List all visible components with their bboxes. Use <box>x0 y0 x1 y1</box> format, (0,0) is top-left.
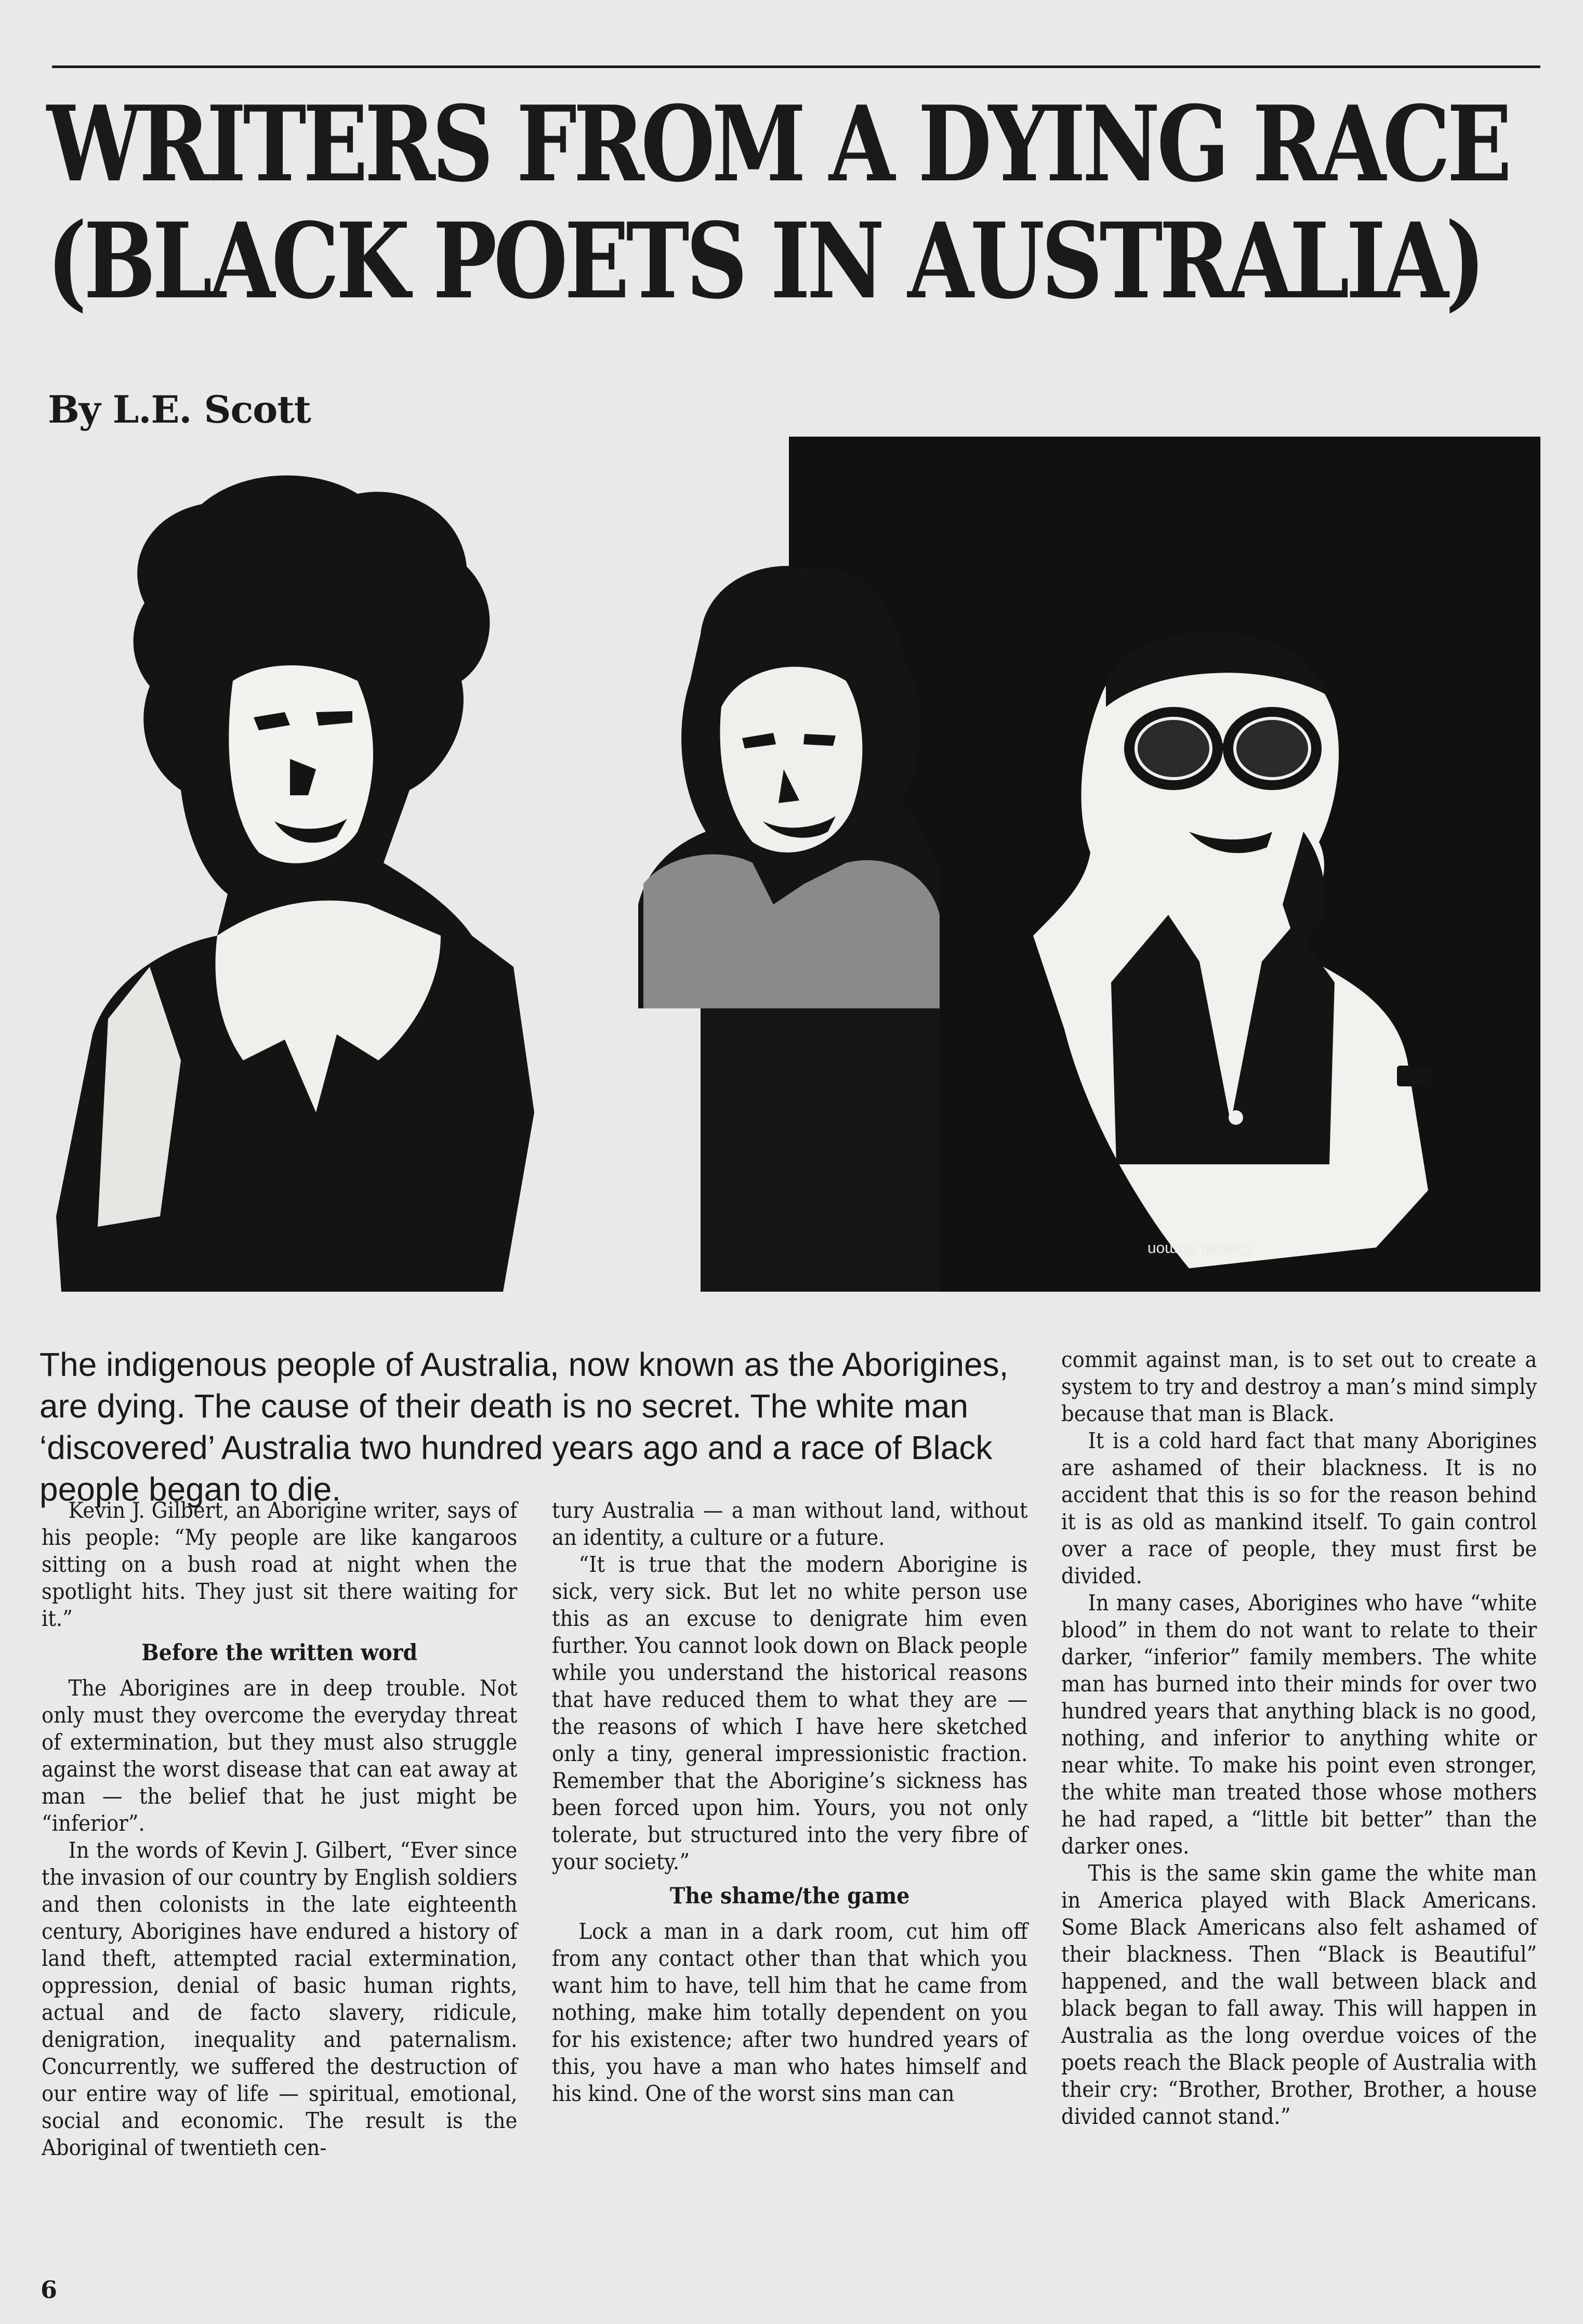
photo-credit: Coman Sumon <box>1147 1241 1251 1258</box>
lede-paragraph: The indigenous people of Australia, now known as the Aborigines, are dying. The cause of their death is no secret. The white man ‘discovered’ Australia two hundred years ago and a race of Black people began to die. <box>39 1346 1009 1508</box>
column-3 <box>1061 1346 1537 2130</box>
article-headline <box>47 83 1509 322</box>
person-left <box>56 476 534 1292</box>
col3-paragraph-4: This is the same skin game the white man in America played with Black Americans. Some Black Americans also felt ashamed of their blackness. Then “Black is Beautiful” happened, and the wall between black and black began to fall away. This will happen in Australia as the long overdue voices of the poets reach the Black people of Australia with their cry: “Brother, Brother, Brother, a house divided cannot stand.” <box>1061 1860 1537 2129</box>
col2-paragraph-3: Lock a man in a dark room, cut him off from any contact other than that which you want him to have, tell him that he came from nothing, make him totally dependent on you for his existence; after two hundred years of this, you have a man who hates himself and his kind. One of the worst sins man can <box>552 1919 1028 2106</box>
subhead-the-shame-the-game: The shame/the game <box>669 1883 910 1909</box>
photo-dark-block <box>701 967 940 1292</box>
top-rule <box>52 65 1540 68</box>
person-middle <box>638 566 940 1008</box>
column-1 <box>42 1497 517 2161</box>
col2-paragraph-1: tury Australia — a man without land, without an identity, a culture or a future. <box>552 1498 1028 1550</box>
subhead-before-the-written-word: Before the written word <box>141 1640 418 1666</box>
col1-paragraph-3: In the words of Kevin J. Gilbert, “Ever since the invasion of our country by English soldiers and then colonists in the late eighteenth century, Aborigines have endured a history of land theft, attempted racial extermination, oppression, denial of basic human rights, actual and de facto slavery, ridicule, denigration, inequality and paternalism. Concurrently, we suffered the destruction of our entire way of life — spiritual, emotional, social and economic. The result is the Aboriginal of twentieth cen- <box>42 1837 518 2160</box>
byline: By L.E. Scott <box>48 387 311 431</box>
col3-paragraph-3: In many cases, Aborigines who have “white blood” in them do not want to relate to their darker, “inferior” family members. The white man has burned into their minds for over two hundred years that anything black is no good, nothing, and inferior to anything white or near white. To make his point even stronger, the white man treated those whose mothers he had raped, a “little bit better” than the darker ones. <box>1061 1590 1537 1859</box>
col3-paragraph-1: commit against man, is to set out to create a system to try and destroy a man’s mind simply because that man is Black. <box>1061 1347 1537 1426</box>
page-number: 6 <box>41 2276 58 2304</box>
headline-line-2: (BLACK POETS IN AUSTRALIA) <box>47 200 1482 322</box>
col1-paragraph-2: The Aborigines are in deep trouble. Not only must they overcome the everyday threat of extermination, but they must also struggle against the worst disease that can eat away at man — the belief that he just might be “inferior”. <box>42 1675 518 1836</box>
headline-line-1: WRITERS FROM A DYING RACE <box>47 83 1509 205</box>
col1-paragraph-1: Kevin J. Gilbert, an Aborigine writer, says of his people: “My people are like kangaroos sitting on a bush road at night when the spotlight hits. They just sit there waiting for it.” <box>42 1498 518 1631</box>
poets-photograph <box>46 437 1540 1292</box>
column-2 <box>552 1497 1027 2107</box>
poets-photo-svg <box>46 437 1540 1292</box>
col3-paragraph-2: It is a cold hard fact that many Aborigines are ashamed of their blackness. It is no accident that this is so for the reason behind it is as old as mankind itself. To gain control over a race of people, they must first be divided. <box>1061 1428 1537 1588</box>
col2-paragraph-2: “It is true that the modern Aborigine is sick, very sick. But let no white person use this as an excuse to denigrate him even further. You cannot look down on Black people while you understand the historical reasons that have reduced them to what they are — the reasons of which I have here sketched only a tiny, general impressionistic fraction. Remember that the Aborigine’s sickness has been forced upon him. Yours, you not only tolerate, but structured into the very fibre of your society.” <box>552 1552 1028 1874</box>
